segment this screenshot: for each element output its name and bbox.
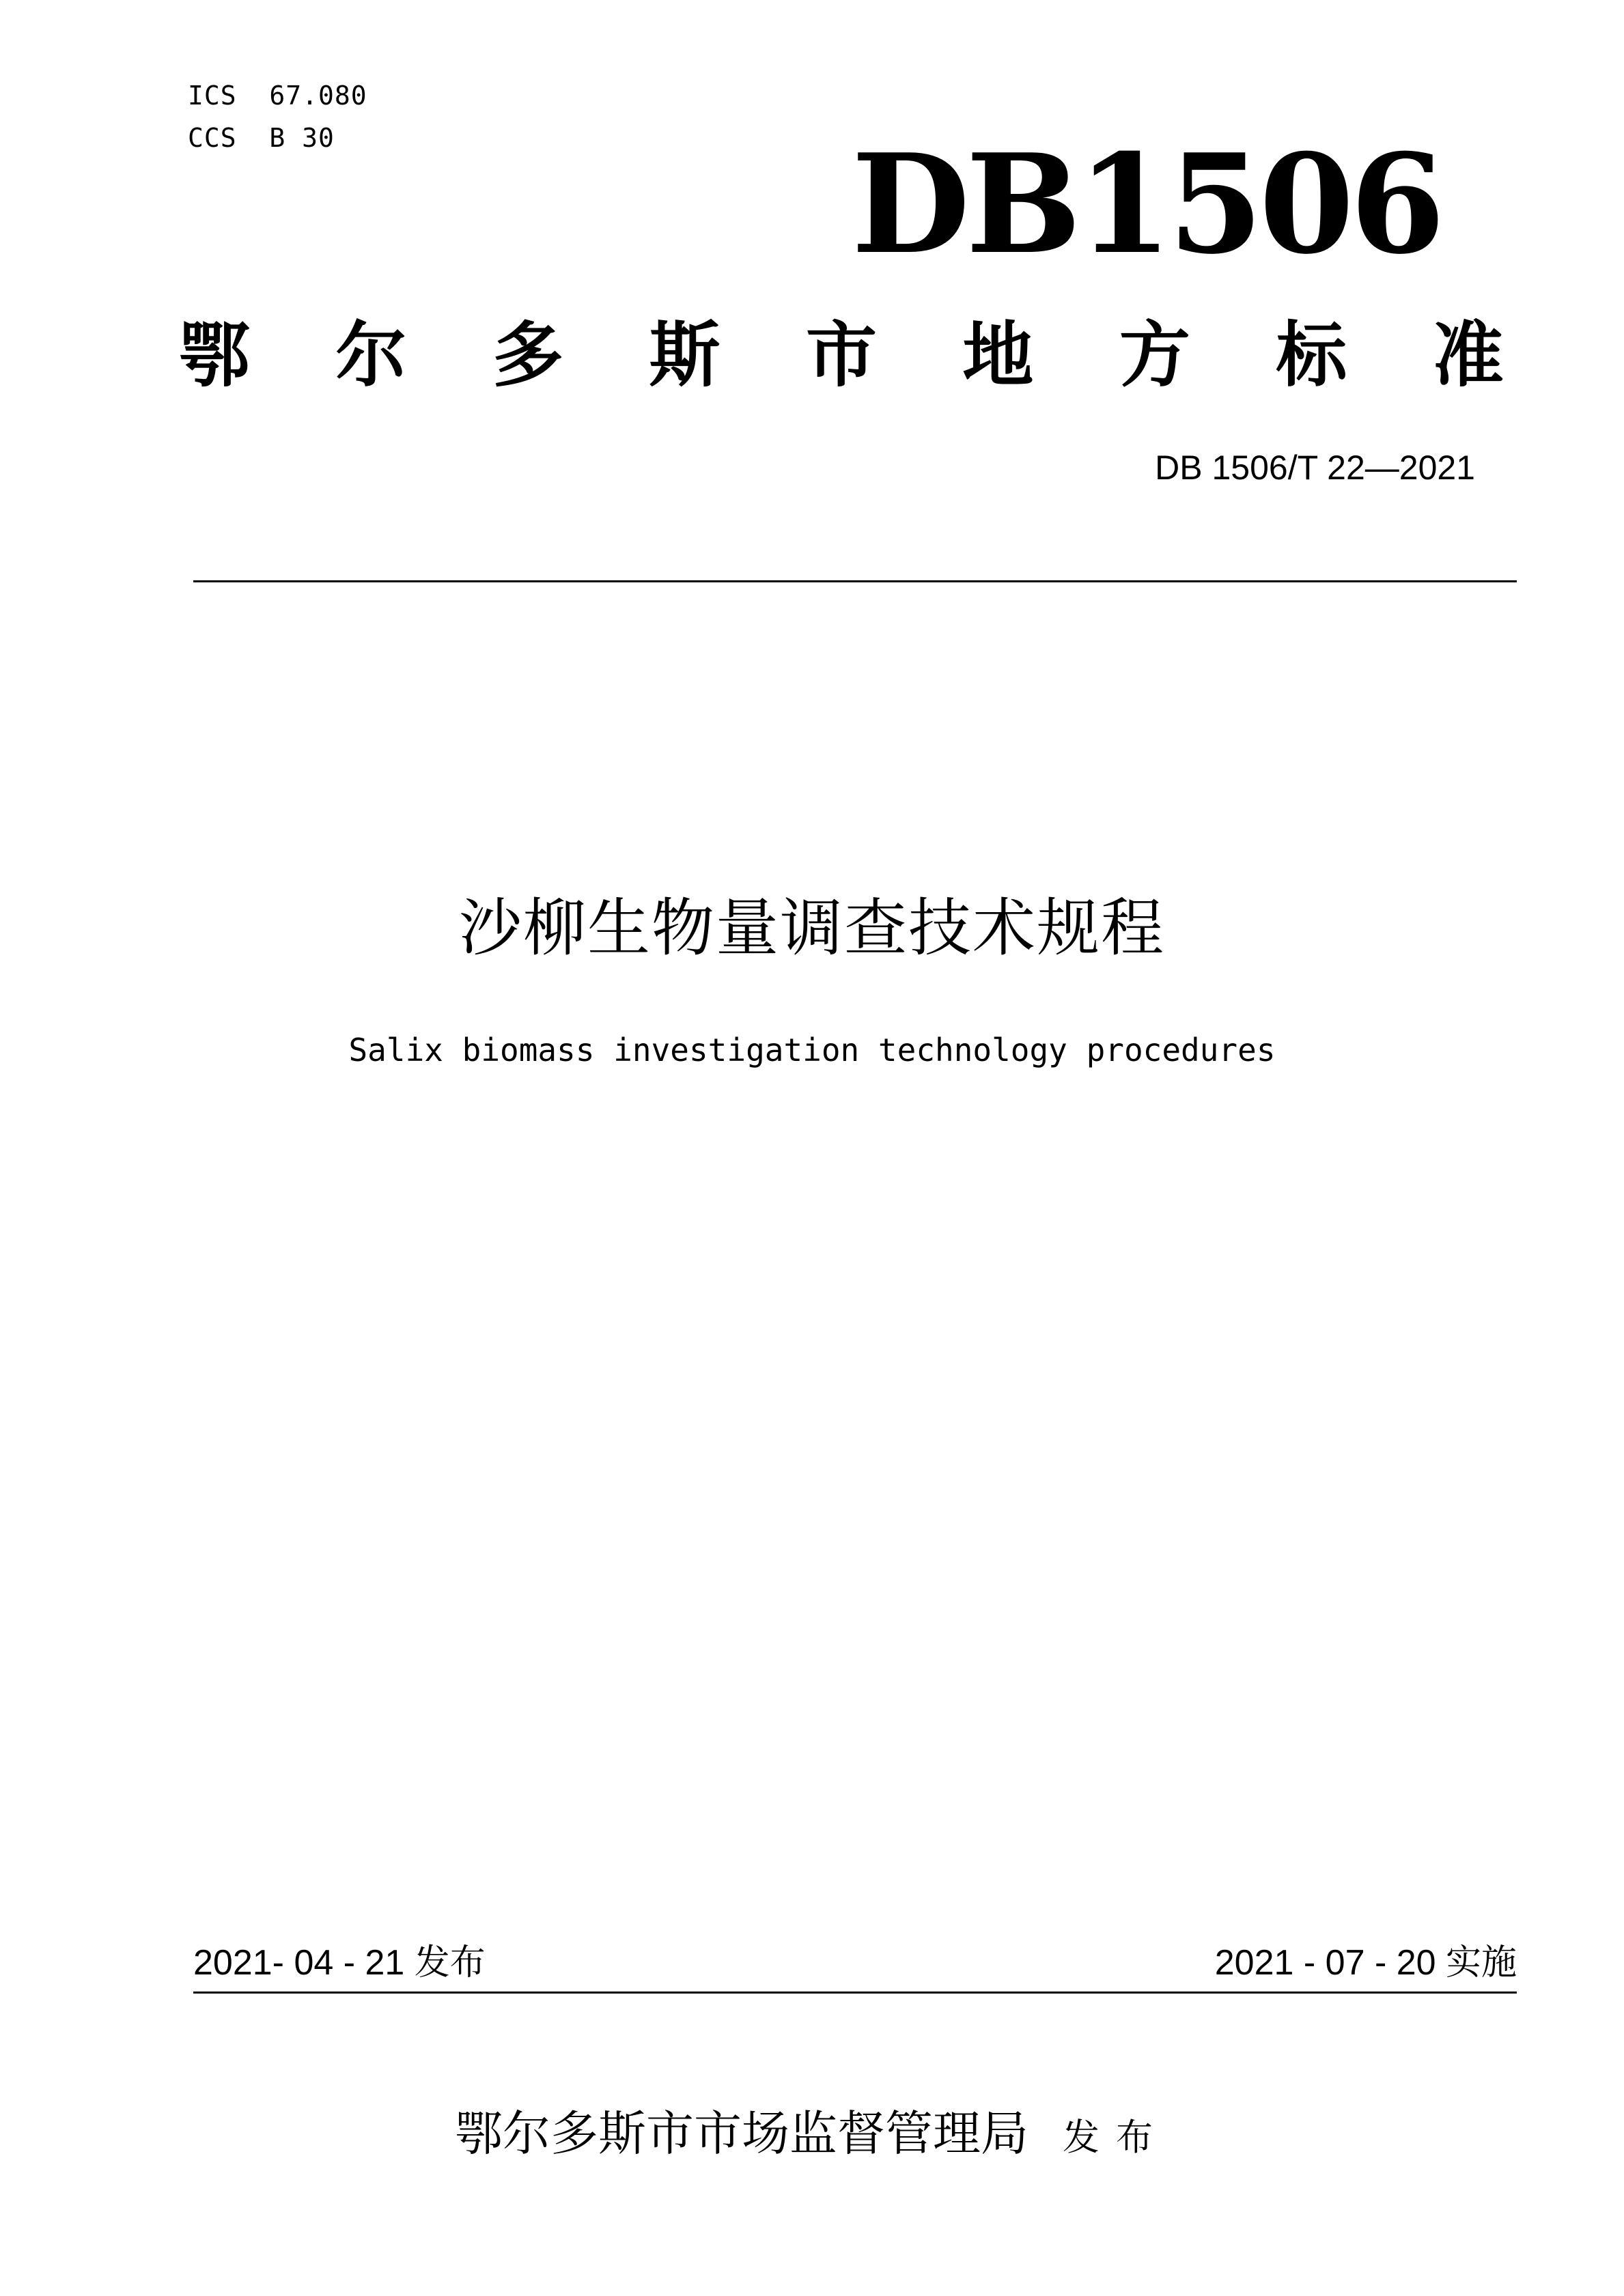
title-char: 地 xyxy=(962,313,1034,397)
title-char: 鄂 xyxy=(179,313,251,397)
document-title-english: Salix biomass investigation technology procedures xyxy=(348,1032,1276,1068)
header-divider xyxy=(193,580,1517,582)
publisher-suffix: 发布 xyxy=(1063,2116,1169,2159)
title-char: 标 xyxy=(1276,313,1347,397)
document-title-chinese: 沙柳生物量调查技术规程 xyxy=(458,892,1165,965)
standard-category-title xyxy=(179,311,1504,399)
title-char: 市 xyxy=(805,313,877,397)
standard-number: DB 1506/T 22—2021 xyxy=(1155,449,1475,487)
publisher-name: 鄂尔多斯市市场监督管理局 xyxy=(455,2106,1028,2162)
publish-date: 2021- 04 - 21 发布 xyxy=(193,1943,486,1983)
title-char: 斯 xyxy=(649,313,720,397)
publisher xyxy=(0,2103,1624,2168)
ccs-code: CCS B 30 xyxy=(188,123,335,153)
footer-divider xyxy=(193,1992,1517,1994)
ics-code: ICS 67.080 xyxy=(188,81,367,111)
implementation-date: 2021 - 07 - 20 实施 xyxy=(1214,1943,1517,1983)
title-char: 尔 xyxy=(335,313,407,397)
db-standard-mark: DB1506 xyxy=(851,124,1441,285)
title-char: 准 xyxy=(1432,313,1504,397)
title-char: 多 xyxy=(492,313,563,397)
title-char: 方 xyxy=(1119,313,1190,397)
